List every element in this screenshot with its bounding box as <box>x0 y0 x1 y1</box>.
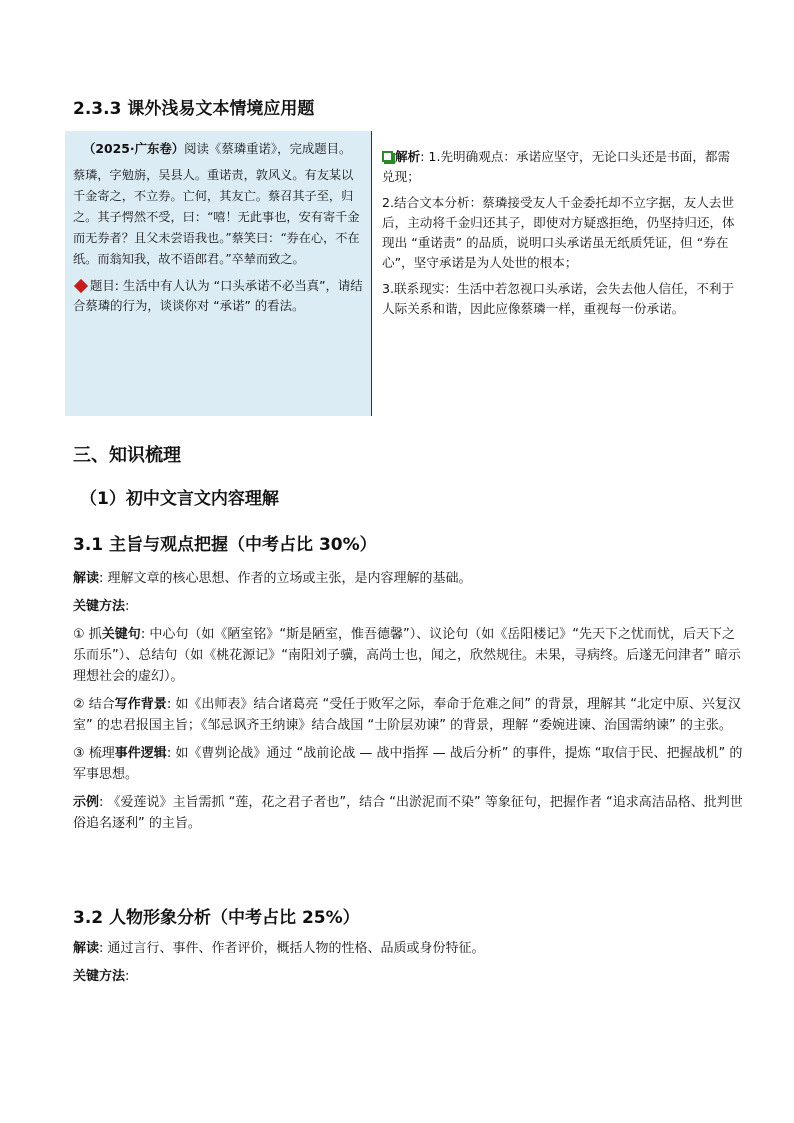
method-item-1 <box>73 624 743 687</box>
reading-paragraph-2 <box>73 938 743 959</box>
methods-colon-2: : <box>125 969 130 984</box>
method-2-text: : 如《出师表》结合诸葛亮 “受任于败军之际，奉命于危难之间” 的背景，理解其 “北定中原、兴复汉室” 的忠君报国主旨；《邹忌讽齐王纳谏》结合战国 “士阶层劝谏” 的背景，理解 “委婉进谏、治国需纳谏” 的主张。 <box>73 697 741 733</box>
method-1-prefix: ① 抓 <box>73 627 102 642</box>
method-2-key: 写作背景 <box>114 697 167 712</box>
method-1-text: : 中心句（如《陋室铭》“斯是陋室，惟吾德馨”）、议论句（如《岳阳楼记》“先天下之忧而忧，后天下之乐而乐”）、总结句（如《桃花源记》“南阳刘子骥，高尚士也，闻之，欣然规往。未果，寻病终。后遂无问津者” 暗示理想社会的虚幻）。 <box>73 627 741 684</box>
section-heading-3-2: 3.2 人物形象分析（中考占比 25%） <box>73 908 360 928</box>
example-label: 示例 <box>73 795 100 810</box>
methods-label: 关键方法 <box>73 599 126 614</box>
question-task <box>73 276 365 316</box>
question-instruction: 阅读《蔡璘重诺》，完成题目。 <box>184 141 352 156</box>
reading-label: 解读 <box>73 571 100 586</box>
methods-heading-2 <box>73 966 743 987</box>
methods-label-2: 关键方法 <box>73 969 126 984</box>
method-3-prefix: ③ 梳理 <box>73 746 115 761</box>
green-checkbox-icon <box>382 151 393 162</box>
reading-paragraph <box>73 568 743 589</box>
method-1-key: 关键句 <box>101 627 141 642</box>
question-analysis-box <box>65 131 748 416</box>
section-heading-2-3-3: 2.3.3 课外浅易文本情境应用题 <box>73 99 315 119</box>
analysis-point-2: 2.结合文本分析：蔡璘接受友人千金委托却不立字据，友人去世后，主动将千金归还其子，即使对方疑惑拒绝，仍坚持归还，体现出 “重诺责” 的品质，说明口头承诺虽无纸质凭证，但 “券在心”，坚守承诺是为人处世的根本； <box>382 195 735 270</box>
question-panel <box>65 131 371 416</box>
question-source: （2025·广东卷） <box>83 141 185 156</box>
analysis-panel <box>372 131 748 416</box>
subsection-heading-1: （1）初中文言文内容理解 <box>80 489 279 509</box>
analysis-point-1 <box>382 147 742 187</box>
question-intro <box>73 139 365 159</box>
method-3-key: 事件逻辑 <box>114 746 167 761</box>
analysis-text-1: : 1.先明确观点：承诺应坚守，无论口头还是书面，都需兑现； <box>382 149 731 184</box>
methods-colon: : <box>125 599 130 614</box>
task-text: : 生活中有人认为 “口头承诺不必当真”，请结合蔡璘的行为，谈谈你对 “承诺” 的看法。 <box>73 278 363 313</box>
method-2-prefix: ② 结合 <box>73 697 115 712</box>
section-3-2-body <box>73 938 743 994</box>
reading-text: : 理解文章的核心思想、作者的立场或主张，是内容理解的基础。 <box>99 571 472 586</box>
section-heading-3-1: 3.1 主旨与观点把握（中考占比 30%） <box>73 535 377 555</box>
methods-heading <box>73 596 743 617</box>
red-diamond-icon <box>74 279 88 293</box>
method-3-text: : 如《曹刿论战》通过 “战前论战 — 战中指挥 — 战后分析” 的事件，提炼 “取信于民、把握战机” 的军事思想。 <box>73 746 743 782</box>
example-text: : 《爱莲说》主旨需抓 “莲，花之君子者也”，结合 “出淤泥而不染” 等象征句，把握作者 “追求高洁品格、批判世俗追名逐利” 的主旨。 <box>73 795 743 831</box>
method-item-3 <box>73 743 743 785</box>
example-paragraph <box>73 792 743 834</box>
classical-text: 蔡璘，字勉旃，吴县人。重诺责，敦风义。有友某以千金寄之，不立券。亡何，其友亡。蔡召其子至，归之。其子愕然不受，曰：“嘻！无此事也，安有寄千金而无券者？且父未尝语我也。”蔡笑曰：“券在心，不在纸。而翁知我，故不语郎君。”卒辇而致之。 <box>73 168 360 266</box>
section-heading-3: 三、知识梳理 <box>73 445 181 466</box>
analysis-point-3: 3.联系现实：生活中若忽视口头承诺，会失去他人信任，不利于人际关系和谐，因此应像蔡璘一样，重视每一份承诺。 <box>382 281 735 316</box>
analysis-label: 解析 <box>395 149 421 164</box>
reading-text-2: : 通过言行、事件、作者评价，概括人物的性格、品质或身份特征。 <box>99 941 485 956</box>
section-3-1-body <box>73 568 743 841</box>
task-label: 题目 <box>90 278 115 293</box>
method-item-2 <box>73 694 743 736</box>
reading-label-2: 解读 <box>73 941 100 956</box>
